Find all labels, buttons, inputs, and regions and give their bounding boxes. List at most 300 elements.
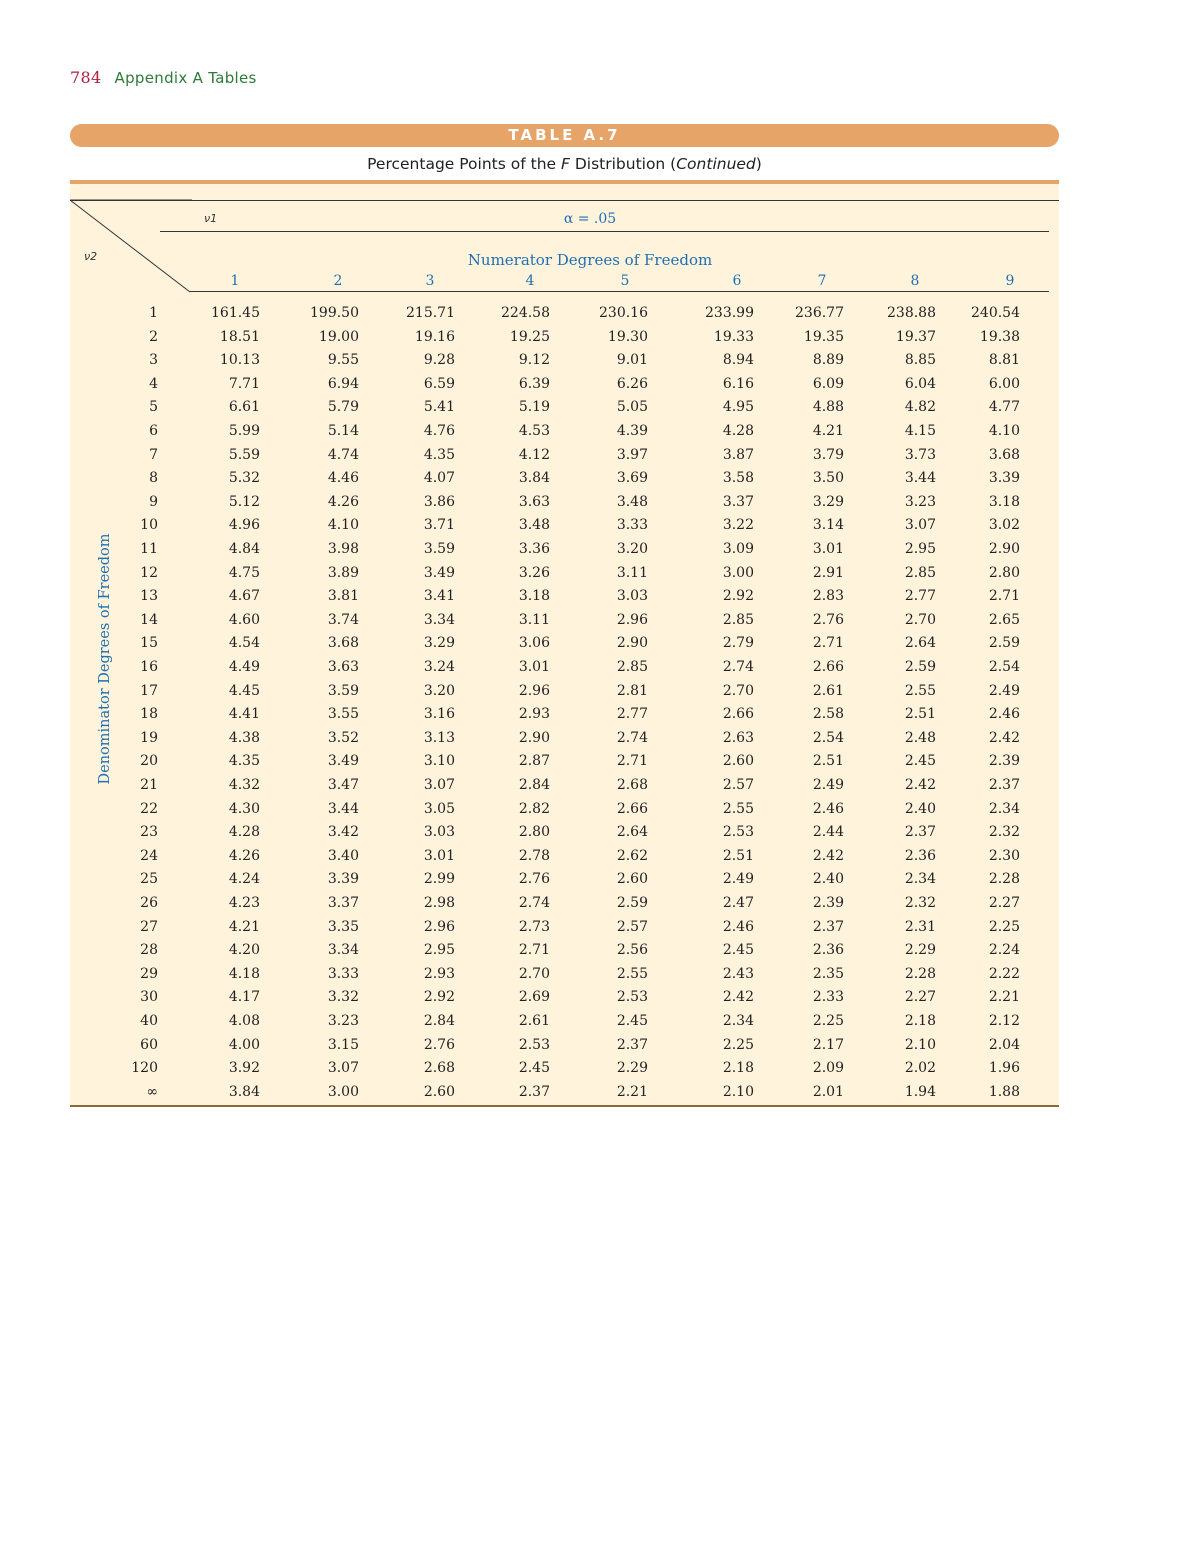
value-cell: 3.71	[423, 517, 455, 534]
value-cell: 3.06	[518, 635, 550, 652]
value-cell: 2.54	[988, 659, 1020, 675]
value-cell: 19.25	[509, 328, 550, 345]
value-cell: 4.45	[228, 682, 260, 699]
value-cell: 2.74	[518, 895, 550, 911]
value-cell: 2.76	[423, 1036, 455, 1053]
value-cell: 2.32	[988, 824, 1020, 841]
value-cell: 19.30	[607, 328, 648, 345]
value-cell: 3.86	[423, 493, 455, 510]
value-cell: 3.07	[423, 777, 455, 793]
table-title-var: F	[560, 155, 570, 173]
value-cell: 2.09	[812, 1060, 844, 1077]
value-cell: 6.09	[812, 375, 844, 392]
value-cell: 3.39	[327, 871, 359, 888]
value-cell: 2.60	[722, 753, 754, 770]
value-cell: 2.55	[616, 965, 648, 982]
df-cell: ∞	[146, 1083, 158, 1100]
value-cell: 4.00	[228, 1036, 260, 1053]
value-cell: 2.85	[904, 564, 936, 581]
value-cell: 2.84	[518, 777, 550, 793]
value-cell: 3.69	[616, 470, 648, 487]
df-cell: 22	[140, 800, 158, 817]
value-cell: 6.61	[228, 399, 260, 416]
value-cell: 4.46	[327, 470, 359, 487]
table-row	[70, 845, 1059, 868]
value-cell: 3.07	[904, 517, 936, 534]
value-cell: 4.08	[228, 1013, 260, 1029]
value-cell: 3.59	[423, 541, 455, 557]
value-cell: 161.45	[211, 305, 260, 321]
value-cell: 2.40	[904, 800, 936, 817]
value-cell: 2.25	[988, 918, 1020, 935]
value-cell: 2.18	[904, 1013, 936, 1029]
value-cell: 2.46	[988, 706, 1020, 723]
value-cell: 3.14	[812, 517, 844, 534]
value-cell: 2.42	[904, 777, 936, 793]
value-cell: 224.58	[501, 305, 550, 321]
value-cell: 2.01	[812, 1083, 844, 1100]
value-cell: 2.29	[904, 942, 936, 959]
column-header: 2	[333, 273, 343, 289]
value-cell: 2.30	[988, 847, 1020, 864]
value-cell: 2.95	[904, 541, 936, 557]
df-cell: 26	[140, 895, 158, 911]
value-cell: 2.61	[812, 682, 844, 699]
value-cell: 4.23	[228, 895, 260, 911]
nu2-symbol: ν2	[84, 250, 98, 263]
value-cell: 2.66	[812, 659, 844, 675]
value-cell: 3.18	[988, 493, 1020, 510]
value-cell: 2.37	[988, 777, 1020, 793]
value-cell: 2.22	[988, 965, 1020, 982]
df-cell: 60	[140, 1036, 158, 1053]
value-cell: 3.47	[327, 777, 359, 793]
column-header: 8	[910, 273, 920, 289]
value-cell: 2.71	[518, 942, 550, 959]
value-cell: 3.37	[327, 895, 359, 911]
table-title-italic: Continued	[676, 155, 756, 173]
value-cell: 2.46	[722, 918, 754, 935]
value-cell: 3.33	[616, 517, 648, 534]
value-cell: 3.58	[722, 470, 754, 487]
value-cell: 3.23	[904, 493, 936, 510]
value-cell: 8.85	[904, 352, 936, 369]
value-cell: 3.63	[518, 493, 550, 510]
value-cell: 3.55	[327, 706, 359, 723]
df-cell: 8	[149, 470, 158, 487]
value-cell: 2.55	[904, 682, 936, 699]
value-cell: 2.69	[518, 989, 550, 1006]
table-title	[70, 147, 1059, 180]
value-cell: 2.60	[423, 1083, 455, 1100]
value-cell: 2.31	[904, 918, 936, 935]
value-cell: 3.79	[812, 446, 844, 463]
df-cell: 24	[140, 847, 158, 864]
column-header: 4	[525, 273, 535, 289]
table-row	[70, 373, 1059, 396]
value-cell: 2.71	[988, 588, 1020, 605]
df-cell: 18	[140, 706, 158, 723]
value-cell: 2.28	[904, 965, 936, 982]
df-cell: 28	[140, 942, 158, 959]
df-cell: 4	[149, 375, 158, 392]
table-row	[70, 491, 1059, 514]
value-cell: 2.10	[722, 1083, 754, 1100]
table-label: TABLE A.7	[508, 126, 621, 144]
value-cell: 2.85	[722, 611, 754, 628]
value-cell: 2.49	[722, 871, 754, 888]
value-cell: 236.77	[795, 305, 844, 321]
value-cell: 4.60	[228, 611, 260, 628]
value-cell: 2.70	[518, 965, 550, 982]
value-cell: 3.00	[327, 1083, 359, 1100]
table-row	[70, 1081, 1059, 1104]
value-cell: 4.35	[423, 446, 455, 463]
df-cell: 5	[149, 399, 158, 416]
value-cell: 9.55	[327, 352, 359, 369]
value-cell: 3.49	[423, 564, 455, 581]
value-cell: 2.76	[812, 611, 844, 628]
value-cell: 2.36	[904, 847, 936, 864]
value-cell: 3.50	[812, 470, 844, 487]
value-cell: 3.36	[518, 541, 550, 557]
value-cell: 2.92	[722, 588, 754, 605]
value-cell: 5.41	[423, 399, 455, 416]
value-cell: 2.78	[518, 847, 550, 864]
nu1-symbol: ν1	[204, 212, 218, 225]
value-cell: 3.24	[423, 659, 455, 675]
f-distribution-table	[70, 180, 1059, 1107]
value-cell: 9.28	[423, 352, 455, 369]
value-cell: 4.41	[228, 706, 260, 723]
value-cell: 2.92	[423, 989, 455, 1006]
value-cell: 2.84	[423, 1013, 455, 1029]
value-cell: 6.94	[327, 375, 359, 392]
value-cell: 5.19	[518, 399, 550, 416]
value-cell: 2.62	[616, 847, 648, 864]
value-cell: 2.96	[423, 918, 455, 935]
df-cell: 21	[140, 777, 158, 793]
column-header: 6	[732, 273, 742, 289]
value-cell: 2.80	[518, 824, 550, 841]
value-cell: 2.45	[722, 942, 754, 959]
value-cell: 4.67	[228, 588, 260, 605]
value-cell: 3.11	[616, 564, 648, 581]
value-cell: 2.49	[988, 682, 1020, 699]
value-cell: 3.92	[228, 1060, 260, 1077]
value-cell: 2.54	[812, 729, 844, 746]
df-cell: 16	[140, 659, 158, 675]
value-cell: 2.71	[616, 753, 648, 770]
value-cell: 2.81	[616, 682, 648, 699]
value-cell: 3.68	[988, 446, 1020, 463]
value-cell: 5.05	[616, 399, 648, 416]
table-row	[70, 680, 1059, 703]
table-row	[70, 396, 1059, 419]
value-cell: 3.02	[988, 517, 1020, 534]
table-row	[70, 774, 1059, 797]
table-row	[70, 986, 1059, 1009]
value-cell: 3.89	[327, 564, 359, 581]
value-cell: 19.35	[803, 328, 844, 345]
value-cell: 4.10	[327, 517, 359, 534]
value-cell: 4.49	[228, 659, 260, 675]
value-cell: 19.00	[318, 328, 359, 345]
column-header: 5	[620, 273, 630, 289]
value-cell: 3.01	[812, 541, 844, 557]
value-cell: 2.60	[616, 871, 648, 888]
df-cell: 10	[140, 517, 158, 534]
value-cell: 4.38	[228, 729, 260, 746]
value-cell: 2.53	[616, 989, 648, 1006]
value-cell: 2.85	[616, 659, 648, 675]
value-cell: 2.39	[812, 895, 844, 911]
df-cell: 23	[140, 824, 158, 841]
value-cell: 2.39	[988, 753, 1020, 770]
value-cell: 4.28	[722, 423, 754, 439]
value-cell: 2.71	[812, 635, 844, 652]
table-row	[70, 514, 1059, 537]
value-cell: 3.68	[327, 635, 359, 652]
value-cell: 2.90	[988, 541, 1020, 557]
value-cell: 2.76	[518, 871, 550, 888]
value-cell: 3.40	[327, 847, 359, 864]
value-cell: 3.29	[812, 493, 844, 510]
value-cell: 4.26	[327, 493, 359, 510]
value-cell: 2.45	[904, 753, 936, 770]
value-cell: 4.54	[228, 635, 260, 652]
df-cell: 1	[149, 305, 158, 321]
value-cell: 19.16	[414, 328, 455, 345]
value-cell: 2.28	[988, 871, 1020, 888]
df-cell: 11	[140, 541, 158, 557]
value-cell: 3.81	[327, 588, 359, 605]
table-row	[70, 656, 1059, 679]
value-cell: 2.37	[518, 1083, 550, 1100]
value-cell: 4.15	[904, 423, 936, 439]
value-cell: 4.35	[228, 753, 260, 770]
value-cell: 7.71	[228, 375, 260, 392]
value-cell: 2.51	[904, 706, 936, 723]
value-cell: 2.80	[988, 564, 1020, 581]
value-cell: 2.37	[616, 1036, 648, 1053]
value-cell: 2.59	[616, 895, 648, 911]
value-cell: 2.32	[904, 895, 936, 911]
column-header: 3	[425, 273, 435, 289]
value-cell: 4.84	[228, 541, 260, 557]
value-cell: 233.99	[705, 305, 754, 321]
value-cell: 2.66	[722, 706, 754, 723]
value-cell: 2.45	[616, 1013, 648, 1029]
value-cell: 19.33	[713, 328, 754, 345]
value-cell: 2.82	[518, 800, 550, 817]
value-cell: 3.49	[327, 753, 359, 770]
value-cell: 3.20	[616, 541, 648, 557]
diagonal-line	[70, 200, 190, 292]
value-cell: 3.32	[327, 989, 359, 1006]
table-row	[70, 868, 1059, 891]
value-cell: 3.11	[518, 611, 550, 628]
value-cell: 2.27	[988, 895, 1020, 911]
value-cell: 2.34	[988, 800, 1020, 817]
value-cell: 9.12	[518, 352, 550, 369]
value-cell: 3.22	[722, 517, 754, 534]
value-cell: 3.03	[616, 588, 648, 605]
value-cell: 2.53	[722, 824, 754, 841]
df-cell: 2	[149, 328, 158, 345]
value-cell: 2.04	[988, 1036, 1020, 1053]
value-cell: 2.74	[616, 729, 648, 746]
value-cell: 3.35	[327, 918, 359, 935]
value-cell: 2.58	[812, 706, 844, 723]
value-cell: 4.74	[327, 446, 359, 463]
value-cell: 3.52	[327, 729, 359, 746]
value-cell: 3.37	[722, 493, 754, 510]
running-head	[70, 68, 257, 87]
value-cell: 4.53	[518, 423, 550, 439]
value-cell: 5.59	[228, 446, 260, 463]
df-cell: 120	[131, 1060, 158, 1077]
value-cell: 8.81	[988, 352, 1020, 369]
value-cell: 4.28	[228, 824, 260, 841]
value-cell: 3.39	[988, 470, 1020, 487]
value-cell: 3.05	[423, 800, 455, 817]
df-cell: 17	[140, 682, 158, 699]
value-cell: 3.16	[423, 706, 455, 723]
value-cell: 4.88	[812, 399, 844, 416]
table-label-bar	[70, 124, 1059, 147]
value-cell: 3.15	[327, 1036, 359, 1053]
value-cell: 2.79	[722, 635, 754, 652]
value-cell: 4.10	[988, 423, 1020, 439]
value-cell: 2.10	[904, 1036, 936, 1053]
table-row	[70, 939, 1059, 962]
table-row	[70, 302, 1059, 325]
value-cell: 215.71	[406, 305, 455, 321]
value-cell: 2.12	[988, 1013, 1020, 1029]
value-cell: 2.49	[812, 777, 844, 793]
table-row	[70, 538, 1059, 561]
value-cell: 6.04	[904, 375, 936, 392]
value-cell: 2.42	[988, 729, 1020, 746]
column-header: 1	[230, 273, 240, 289]
value-cell: 2.96	[518, 682, 550, 699]
df-cell: 12	[140, 564, 158, 581]
alpha-label: α = .05	[563, 211, 617, 227]
value-cell: 2.37	[812, 918, 844, 935]
value-cell: 4.30	[228, 800, 260, 817]
value-cell: 4.20	[228, 942, 260, 959]
table-row	[70, 420, 1059, 443]
value-cell: 2.34	[904, 871, 936, 888]
value-cell: 5.12	[228, 493, 260, 510]
table-row	[70, 562, 1059, 585]
value-cell: 3.41	[423, 588, 455, 605]
value-cell: 2.77	[616, 706, 648, 723]
value-cell: 8.94	[722, 352, 754, 369]
value-cell: 6.00	[988, 375, 1020, 392]
value-cell: 1.94	[904, 1083, 936, 1100]
value-cell: 2.83	[812, 588, 844, 605]
value-cell: 2.42	[812, 847, 844, 864]
value-cell: 2.96	[616, 611, 648, 628]
value-cell: 2.37	[904, 824, 936, 841]
value-cell: 2.91	[812, 564, 844, 581]
table-row	[70, 349, 1059, 372]
value-cell: 2.42	[722, 989, 754, 1006]
column-head-rule	[190, 291, 1049, 292]
value-cell: 19.37	[895, 328, 936, 345]
value-cell: 2.98	[423, 895, 455, 911]
value-cell: 2.61	[518, 1013, 550, 1029]
table-row	[70, 1034, 1059, 1057]
value-cell: 4.18	[228, 965, 260, 982]
table-row	[70, 916, 1059, 939]
value-cell: 2.46	[812, 800, 844, 817]
value-cell: 3.23	[327, 1013, 359, 1029]
table-row	[70, 1010, 1059, 1033]
table-row	[70, 798, 1059, 821]
value-cell: 2.53	[518, 1036, 550, 1053]
value-cell: 2.43	[722, 965, 754, 982]
value-cell: 2.64	[904, 635, 936, 652]
value-cell: 3.09	[722, 541, 754, 557]
value-cell: 3.29	[423, 635, 455, 652]
value-cell: 3.00	[722, 564, 754, 581]
value-cell: 2.56	[616, 942, 648, 959]
table-row	[70, 892, 1059, 915]
df-cell: 20	[140, 753, 158, 770]
value-cell: 6.59	[423, 375, 455, 392]
value-cell: 2.17	[812, 1036, 844, 1053]
value-cell: 3.03	[423, 824, 455, 841]
table-row	[70, 444, 1059, 467]
value-cell: 4.07	[423, 470, 455, 487]
table-row	[70, 585, 1059, 608]
value-cell: 4.24	[228, 871, 260, 888]
value-cell: 3.44	[327, 800, 359, 817]
value-cell: 2.77	[904, 588, 936, 605]
table-row	[70, 1057, 1059, 1080]
value-cell: 2.59	[904, 659, 936, 675]
value-cell: 2.63	[722, 729, 754, 746]
value-cell: 2.55	[722, 800, 754, 817]
value-cell: 19.38	[979, 328, 1020, 345]
df-cell: 6	[149, 423, 158, 439]
table-title-suffix: )	[755, 155, 762, 173]
value-cell: 2.34	[722, 1013, 754, 1029]
value-cell: 2.44	[812, 824, 844, 841]
value-cell: 1.96	[988, 1060, 1020, 1077]
value-cell: 2.70	[904, 611, 936, 628]
value-cell: 4.32	[228, 777, 260, 793]
df-cell: 3	[149, 352, 158, 369]
value-cell: 2.02	[904, 1060, 936, 1077]
value-cell: 2.93	[518, 706, 550, 723]
value-cell: 4.95	[722, 399, 754, 416]
df-cell: 7	[149, 446, 158, 463]
df-cell: 27	[140, 918, 158, 935]
value-cell: 2.70	[722, 682, 754, 699]
value-cell: 3.07	[327, 1060, 359, 1077]
value-cell: 3.18	[518, 588, 550, 605]
value-cell: 3.63	[327, 659, 359, 675]
df-cell: 29	[140, 965, 158, 982]
value-cell: 2.93	[423, 965, 455, 982]
value-cell: 9.01	[616, 352, 648, 369]
value-cell: 2.51	[812, 753, 844, 770]
value-cell: 3.44	[904, 470, 936, 487]
